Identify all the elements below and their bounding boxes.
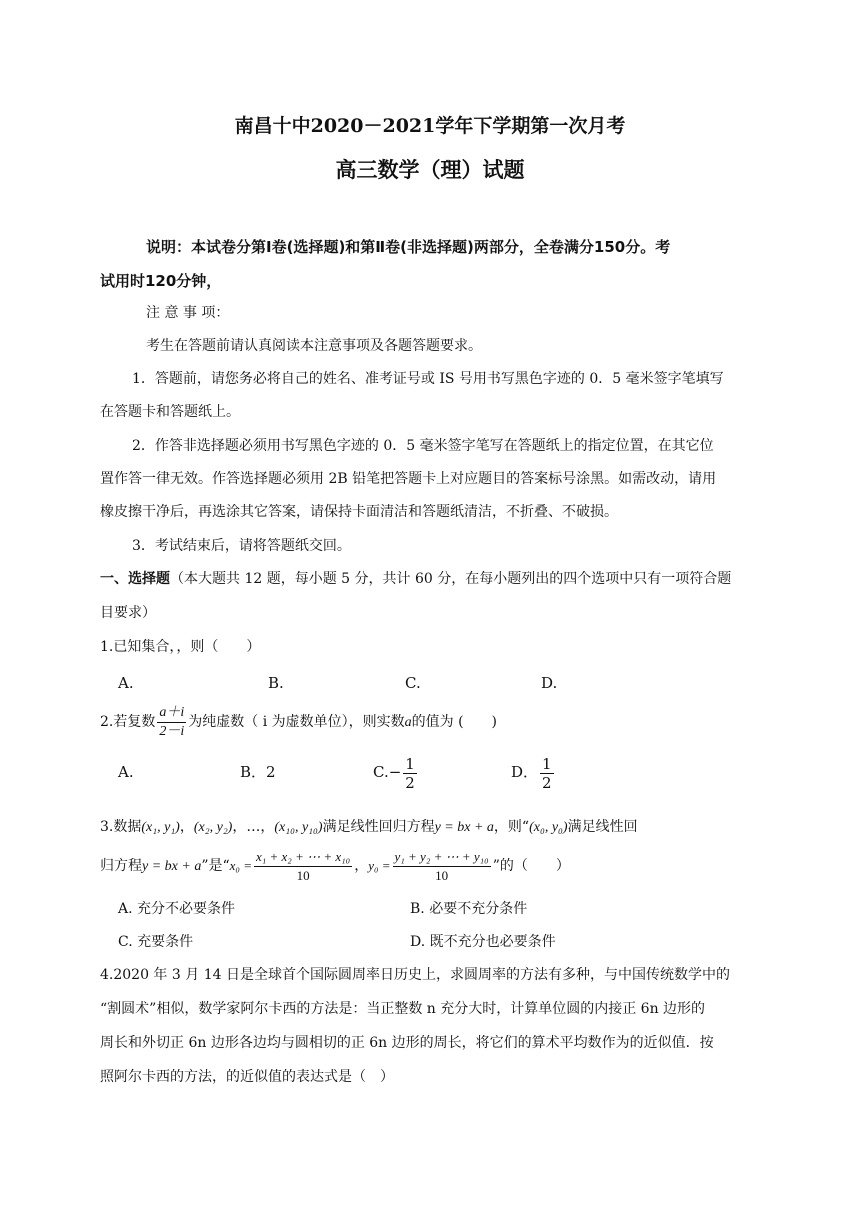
q3-y0: y₀ = [368, 858, 391, 873]
q3-x-fraction [254, 848, 352, 885]
q2-option-d-label: D． [511, 763, 539, 781]
q3-y-denominator: 10 [435, 867, 449, 883]
q1-stem: 1.已知集合，，则（ ） [100, 639, 261, 655]
q3-sep1: ， [179, 819, 194, 835]
q2-fraction-denominator: 2－i [159, 723, 185, 739]
q3-option-c: C. 充要条件 [118, 934, 194, 950]
q1-option-b: B. [268, 674, 284, 692]
q3-y-fraction [393, 848, 491, 885]
q2-middle: 为纯虚数（ i 为虚数单位），则实数 [188, 714, 405, 730]
instructions-desc-line2: 试用时120分钟， [100, 272, 222, 290]
notice-item2-line1: 2．作答非选择题必须用书写黑色字迹的 0．5 毫米签字笔写在答题纸上的指定位置，在其它位 [132, 438, 714, 454]
q3-y-numerator: y₁ + y₂ + ⋯ + y₁₀ [393, 848, 491, 867]
notice-item2-line2: 置作答一律无效。作答选择题必须用 2B 铅笔把答题卡上对应题目的答案标号涂黑。如需改动，请用 [100, 471, 717, 487]
q2-fraction [157, 704, 186, 741]
q3-x-denominator: 10 [296, 867, 310, 883]
notice-item1-line1: 1．答题前，请您务必将自己的姓名、准考证号或 IS 号用书写黑色字迹的 0．5 毫米签字笔填写 [132, 371, 724, 387]
q3-text2: ，则“ [493, 819, 530, 835]
q3-line2 [100, 846, 570, 887]
q3-prefix: 3.数据 [100, 819, 142, 835]
q2-option-d-den: 2 [542, 773, 552, 792]
q2-option-d-fraction [540, 755, 554, 792]
section1-desc-line2: 目要求） [100, 605, 156, 621]
q2-option-c-sign: − [388, 763, 402, 781]
q3-point0: (x₀, y₀) [529, 820, 568, 835]
notice-item1-line2: 在答题卡和答题纸上。 [100, 404, 240, 420]
q3-option-b: B. 必要不充分条件 [410, 901, 528, 917]
q2-option-c-den: 2 [405, 773, 415, 792]
q3-line1 [100, 817, 638, 838]
q2-fraction-numerator: a＋i [157, 704, 186, 723]
q2-option-b: B．2 [240, 763, 276, 781]
q1-option-a: A. [118, 674, 134, 692]
q4-line1: 4.2020 年 3 月 14 日是全球首个国际圆周率日历史上，求圆周率的方法有多种，与中国传统数学中的 [100, 967, 730, 983]
q3-comma: ， [354, 858, 369, 874]
q3-equation1: y = bx + a [434, 820, 494, 835]
section1-header [100, 569, 731, 589]
notice-intro: 考生在答题前请认真阅读本注意事项及各题答题要求。 [146, 338, 482, 354]
q2-option-a: A. [118, 763, 134, 781]
q1-option-d: D. [541, 674, 558, 692]
q3-line2-text: ”是“ [201, 858, 230, 874]
q2-variable: a [404, 715, 412, 730]
exam-title: 高三数学（理）试题 [335, 157, 525, 182]
q3-text1: 满足线性回归方程 [322, 819, 435, 835]
q4-line4: 照阿尔卡西的方法，的近似值的表达式是（ ） [100, 1069, 394, 1085]
q2-stem [100, 702, 497, 743]
q2-option-c-label: C. [373, 763, 389, 781]
q2-option-c [373, 752, 419, 792]
q3-option-d: D. 既不充分也必要条件 [410, 934, 556, 950]
q3-line2-prefix: 归方程 [100, 858, 142, 874]
q3-option-a: A. 充分不必要条件 [118, 901, 236, 917]
q3-equation2: y = bx + a [142, 859, 202, 874]
q3-x0: x₀ = [229, 858, 252, 873]
q2-prefix: 2.若复数 [100, 714, 156, 730]
notice-heading: 注 意 事 项： [146, 305, 230, 321]
q3-line2-suffix: ”的（ ） [492, 858, 570, 874]
section1-heading: 一、选择题 [100, 571, 170, 587]
q3-point1: (x₁, y₁) [141, 820, 180, 835]
q2-suffix: 的值为 ( ) [411, 714, 498, 730]
q2-option-d-num: 1 [542, 754, 552, 773]
q3-text3: 满足线性回 [567, 819, 638, 835]
q3-point10: (x₁₀, y₁₀) [274, 820, 323, 835]
section1-desc-line1: （本大题共 12 题，每小题 5 分，共计 60 分，在每小题列出的四个选项中只有一项符合题 [170, 571, 732, 587]
school-title: 南昌十中2020－2021学年下学期第一次月考 [234, 115, 626, 137]
q4-line2: “割圆术”相似，数学家阿尔卡西的方法是：当正整数 n 充分大时，计算单位圆的内接正 6n 边形的 [100, 1001, 706, 1017]
q4-line3: 周长和外切正 6n 边形各边均与圆相切的正 6n 边形的周长，将它们的算术平均数作为的近似值．按 [100, 1035, 714, 1051]
notice-item2-line3: 橡皮擦干净后，再选涂其它答案，请保持卡面清洁和答题纸清洁，不折叠、不破损。 [100, 504, 618, 520]
q2-option-d [511, 752, 556, 792]
q3-sep2: ，…， [232, 819, 275, 835]
q1-option-c: C. [405, 674, 421, 692]
q2-option-c-fraction [403, 755, 417, 792]
instructions-desc-line1: 说明：本试卷分第Ⅰ卷(选择题)和第Ⅱ卷(非选择题)两部分，全卷满分150分。考 [146, 238, 671, 256]
notice-item3: 3．考试结束后，请将答题纸交回。 [132, 538, 351, 554]
q3-x-numerator: x₁ + x₂ + ⋯ + x₁₀ [254, 848, 352, 867]
q3-point2: (x₂, y₂) [193, 820, 233, 835]
q2-option-c-num: 1 [405, 754, 415, 773]
